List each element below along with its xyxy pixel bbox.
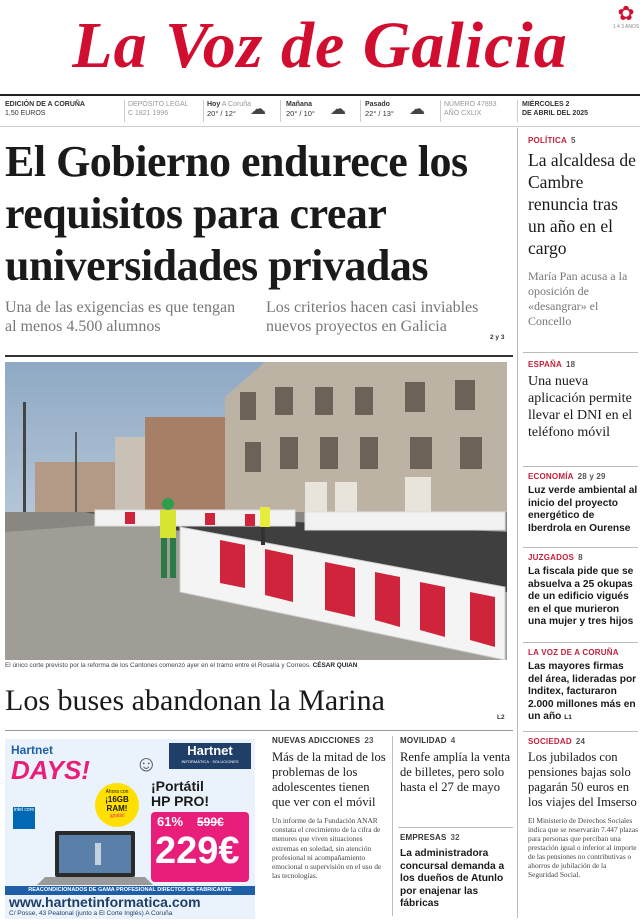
story-espana[interactable] <box>528 360 638 441</box>
divider <box>124 100 125 122</box>
weather-tomorrow-temp: 20° / 10° <box>286 109 315 118</box>
weather-after <box>365 100 394 119</box>
coruna-headline-text: Las mayores firmas del área, lideradas por Inditex, facturaron 2.000 millones más en un año <box>528 661 637 722</box>
section-page: 4 <box>450 736 456 745</box>
story-coruna[interactable] <box>528 648 638 725</box>
section-label <box>272 736 388 745</box>
section-page: 8 <box>578 553 583 562</box>
date-line1: MIÉRCOLES 2 <box>522 101 570 108</box>
second-page-ref: L2 <box>497 714 505 721</box>
section-label <box>528 136 638 145</box>
section-label <box>400 736 512 745</box>
story-empresas[interactable] <box>400 833 512 911</box>
section-rule <box>523 352 638 353</box>
ad-headline2: HP PRO! <box>151 793 210 809</box>
section-name: JUZGADOS <box>528 553 575 562</box>
section-rule <box>523 466 638 467</box>
ad-discount: 61% <box>157 814 184 829</box>
section-page: 28 y 29 <box>577 472 606 481</box>
section-label <box>528 360 638 369</box>
newspaper-logo[interactable]: La Voz de Galicia <box>72 9 568 82</box>
rosette-icon: ✿ <box>617 3 635 25</box>
anniversary-rosette <box>612 4 640 30</box>
column-rule <box>392 736 393 916</box>
ad-promo-line2: ¡16GB RAM! <box>105 795 129 813</box>
coruna-page: L1 <box>564 714 572 721</box>
issue-block <box>444 100 497 118</box>
intel-badge: intel core <box>13 807 35 829</box>
main-headline[interactable]: El Gobierno endurece los requisitos para crear universidades privadas <box>5 137 468 290</box>
section-label <box>400 833 512 842</box>
column-rule <box>517 128 518 918</box>
sociedad-body: El Ministerio de Derechos Sociales indica que se reservarán 7.447 plazas para personas que perciban una prestación igual o inferior al importe de las pensiones no contributivas o ahorros de jubilación de la Seguridad Social. <box>528 816 638 879</box>
section-page: 32 <box>450 833 460 842</box>
section-name: EMPRESAS <box>400 833 447 842</box>
weather-today <box>207 100 251 119</box>
laptop-icon <box>35 829 155 889</box>
date-line2: DE ABRIL DEL 2025 <box>522 110 589 117</box>
weather-tomorrow-label: Mañana <box>286 101 313 108</box>
story-economia[interactable] <box>528 472 638 535</box>
section-page: 18 <box>565 360 576 369</box>
movilidad-headline: Renfe amplía la venta de billetes, pero solo hasta el 27 de mayo <box>400 750 511 794</box>
street-works-photo <box>5 362 507 660</box>
ad-brand-sub: INFORMÁTICA · SOLUCIONES <box>181 759 239 764</box>
info-bar <box>0 94 640 127</box>
edition-label: EDICIÓN DE A CORUÑA <box>5 101 85 108</box>
economia-headline: Luz verde ambiental al inicio del proyecto energético de Iberdrola en Ourense <box>528 485 638 534</box>
juzgados-headline: La fiscala pide que se absuelva a 25 okupas de un edificio vigués en el que murieron una mujer y tres hijos <box>528 566 634 627</box>
main-deck-left: Una de las exigencias es que tengan al menos 4.500 alumnos <box>5 299 236 335</box>
caption-text: El único corte previsto por la reforma de los Cantones comenzó ayer en el tramo entre el Rosalía y Correos. <box>5 662 311 669</box>
section-rule <box>523 731 638 732</box>
story-juzgados[interactable] <box>528 553 638 629</box>
section-name: SOCIEDAD <box>528 737 572 746</box>
section-page: 23 <box>364 736 374 745</box>
legal-value: C 1821 1996 <box>128 110 169 117</box>
ad-strip: REACONDICIONADOS DE GAMA PROFESIONAL DIRECTOS DE FABRICANTE <box>5 886 255 895</box>
section-name: MOVILIDAD <box>400 736 447 745</box>
edition-block <box>5 100 85 118</box>
coruna-headline <box>528 661 638 725</box>
divider <box>440 100 441 122</box>
divider <box>517 100 518 122</box>
advertisement[interactable] <box>5 739 255 919</box>
ad-promo-badge <box>95 783 139 827</box>
sociedad-headline: Los jubilados con pensiones bajas solo pagarán 50 euros en los viajes del Imserso <box>528 750 637 809</box>
cloud-rain-icon: ☁ <box>330 101 346 118</box>
section-name: NUEVAS ADICCIONES <box>272 736 361 745</box>
second-headline[interactable]: Los buses abandonan la Marina <box>5 684 385 717</box>
issue-year: AÑO CXLIX <box>444 110 482 117</box>
astronaut-icon: ☺ <box>135 751 158 776</box>
ad-old-price: 599€ <box>197 815 224 829</box>
ad-headline <box>151 779 209 809</box>
adicciones-headline: Más de la mitad de los problemas de los adolescentes tienen que ver con el móvil <box>272 750 386 809</box>
ad-brand-box <box>169 743 251 769</box>
price-label: 1,50 EUROS <box>5 110 46 117</box>
espana-headline: Una nueva aplicación permite llevar el DNI en el teléfono móvil <box>528 374 633 440</box>
section-name: POLÍTICA <box>528 136 567 145</box>
main-deck-right: Los criterios hacen casi inviables nuevos proyectos en Galicia <box>266 299 479 335</box>
divider <box>280 100 281 122</box>
ad-new-price: 229€ <box>155 830 240 872</box>
cloud-rain-icon: ☁ <box>250 101 266 118</box>
ad-url[interactable]: www.hartnetinformatica.com <box>9 894 201 910</box>
section-name: ECONOMÍA <box>528 472 574 481</box>
weather-today-temp: 20° / 12° <box>207 109 236 118</box>
story-adicciones[interactable] <box>272 736 388 880</box>
photo-credit: CÉSAR QUIAN <box>312 662 358 669</box>
weather-after-label: Pasado <box>365 101 390 108</box>
politica-deck: María Pan acusa a la oposición de «desangrar» el Concello <box>528 269 628 328</box>
ad-headline1: ¡Portátil <box>151 778 204 794</box>
story-movilidad[interactable] <box>400 736 512 795</box>
rosette-text: 1 4 3 ANOS <box>612 24 640 30</box>
section-rule <box>523 642 638 643</box>
section-rule <box>5 355 513 357</box>
ad-brand-name: Hartnet <box>187 743 233 758</box>
ad-brand-left: Hartnet <box>11 743 54 757</box>
weather-after-temp: 22° / 13° <box>365 109 394 118</box>
ad-price-box <box>151 812 249 882</box>
legal-label: DEPÓSITO LEGAL <box>128 101 189 108</box>
ad-address: C/ Posse, 43 Peatonal (junto a El Corte Inglés) A Coruña <box>9 910 173 917</box>
legal-block <box>128 100 189 118</box>
section-page: 5 <box>570 136 576 145</box>
date-block <box>522 100 588 118</box>
story-sociedad[interactable] <box>528 737 638 879</box>
weather-tomorrow <box>286 100 315 119</box>
section-rule <box>398 827 513 828</box>
issue-number: NÚMERO 47893 <box>444 101 497 108</box>
main-photo[interactable] <box>5 362 507 660</box>
section-label <box>528 472 638 481</box>
section-name: ESPAÑA <box>528 360 562 369</box>
divider <box>203 100 204 122</box>
ad-promo-line3: ¡gratis! <box>109 813 125 819</box>
empresas-headline: La administradora concursal demanda a los dueños de Atunlo por enajenar las fábricas <box>400 848 505 909</box>
adicciones-body: Un informe de la Fundación ANAR constata el crecimiento de la cifra de menores que viven situaciones extremas en soledad, sin atención profesional ni acompañamiento emocional o supervisión en el uso de las tecnologías. <box>272 816 382 881</box>
story-politica[interactable] <box>528 136 638 329</box>
section-label: LA VOZ DE A CORUÑA <box>528 648 619 657</box>
section-label <box>528 737 638 746</box>
ad-days: DAYS! <box>11 755 90 785</box>
section-rule <box>5 730 513 731</box>
masthead <box>0 0 640 94</box>
politica-headline: La alcaldesa de Cambre renuncia tras un año en el cargo <box>528 150 636 258</box>
section-rule <box>523 547 638 548</box>
photo-caption <box>5 662 507 669</box>
divider <box>360 100 361 122</box>
cloud-rain-icon: ☁ <box>409 101 425 118</box>
section-page: 24 <box>575 737 586 746</box>
ad-promo-line1: Ahora con <box>105 789 129 795</box>
weather-today-label: Hoy <box>207 101 221 108</box>
weather-today-place: A Coruña <box>221 101 251 108</box>
section-label <box>528 553 638 562</box>
page-reference: 2 y 3 <box>490 334 505 341</box>
